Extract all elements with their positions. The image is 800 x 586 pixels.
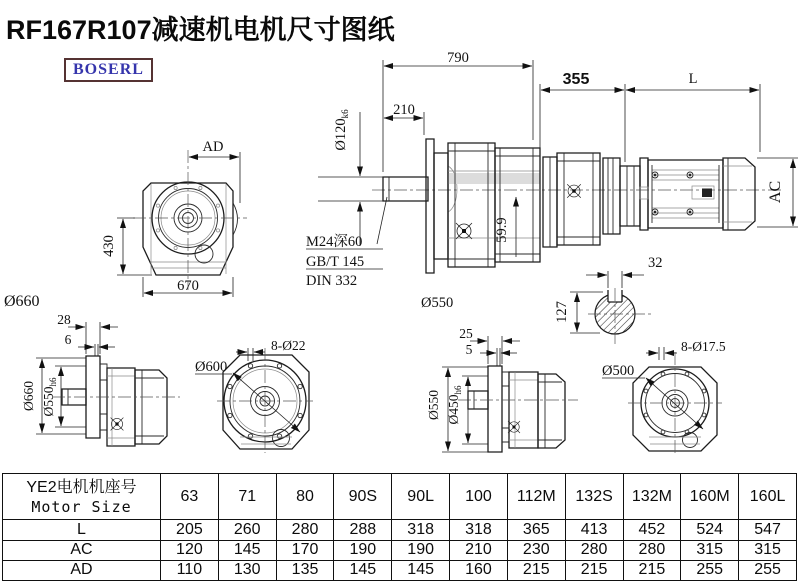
value-cell: 160 <box>450 560 508 580</box>
value-cell: 280 <box>276 520 334 540</box>
callout-tap: M24深60 <box>306 234 363 250</box>
column-header: 90S <box>334 474 392 520</box>
value-cell: 215 <box>507 560 565 580</box>
value-cell: 288 <box>334 520 392 540</box>
motor-size-table <box>2 473 797 581</box>
column-header: 160L <box>739 474 797 520</box>
dim-670: 670 <box>177 278 199 294</box>
dim-od660: Ø660 <box>21 381 36 411</box>
dim-holes-22: 8-Ø22 <box>271 338 306 353</box>
view-flange-front-1 <box>195 338 313 453</box>
value-cell: 280 <box>565 540 623 560</box>
callout-gbt145: GB/T 145 <box>306 254 365 270</box>
value-cell: 210 <box>450 540 508 560</box>
value-cell: 110 <box>161 560 219 580</box>
value-cell: 145 <box>392 560 450 580</box>
dim-ac: AC <box>767 180 784 204</box>
dim-210: 210 <box>393 102 415 118</box>
dim-od550: Ø550 <box>426 390 441 420</box>
row-label: AC <box>3 540 161 560</box>
value-cell: 280 <box>623 540 681 560</box>
value-cell: 145 <box>334 560 392 580</box>
column-header: 112M <box>507 474 565 520</box>
value-cell: 260 <box>218 520 276 540</box>
dim-bc500: Ø500 <box>602 363 635 379</box>
value-cell: 365 <box>507 520 565 540</box>
column-header: 100 <box>450 474 508 520</box>
dim-brake-od: Ø550 <box>421 295 454 311</box>
table-row-AD <box>3 560 797 580</box>
value-cell: 205 <box>161 520 219 540</box>
column-header: 71 <box>218 474 276 520</box>
column-header: 160M <box>681 474 739 520</box>
value-cell: 215 <box>565 560 623 580</box>
value-cell: 190 <box>334 540 392 560</box>
motor-bolts <box>652 172 693 215</box>
value-cell: 318 <box>392 520 450 540</box>
page-title: RF167R107减速机电机尺寸图纸 <box>6 15 395 45</box>
dim-key-127: 127 <box>554 301 570 323</box>
view-shaft-section <box>554 255 663 344</box>
dim-599: 59.9 <box>494 217 510 243</box>
value-cell: 215 <box>623 560 681 580</box>
dim-430: 430 <box>101 235 117 257</box>
motor-size-header-en: Motor Size <box>31 497 132 516</box>
dim-L: L <box>688 71 698 87</box>
view-flange-front-2 <box>602 339 726 455</box>
dim-key-32: 32 <box>648 255 663 271</box>
value-cell: 190 <box>392 540 450 560</box>
value-cell: 452 <box>623 520 681 540</box>
dim-28: 28 <box>57 312 71 327</box>
dim-bc600: Ø600 <box>195 359 228 375</box>
value-cell: 230 <box>507 540 565 560</box>
dim-ad: AD <box>202 139 224 155</box>
callout-din332: DIN 332 <box>306 273 358 289</box>
dim-od660-label: Ø660 <box>4 293 40 310</box>
value-cell: 170 <box>276 540 334 560</box>
value-cell: 145 <box>218 540 276 560</box>
view-flange-side-1 <box>21 312 180 446</box>
dim-6: 6 <box>64 332 72 347</box>
column-header: 63 <box>161 474 219 520</box>
row-label: AD <box>3 560 161 580</box>
value-cell: 524 <box>681 520 739 540</box>
value-cell: 255 <box>739 560 797 580</box>
table-header-row <box>3 474 797 520</box>
value-cell: 135 <box>276 560 334 580</box>
motor-size-header <box>3 474 161 520</box>
dim-spigot-450: $Ø450_{h6}$ <box>446 385 463 425</box>
boserl-logo: BOSERL <box>64 58 153 82</box>
value-cell: 315 <box>739 540 797 560</box>
view-main-assembly <box>306 50 798 311</box>
column-header: 132M <box>623 474 681 520</box>
dim-spigot-550: $Ø550_{h6}$ <box>41 377 58 417</box>
column-header: 132S <box>565 474 623 520</box>
row-label: L <box>3 520 161 540</box>
dim-355: 355 <box>562 71 590 88</box>
dim-790: 790 <box>447 50 469 66</box>
value-cell: 413 <box>565 520 623 540</box>
table-row-L <box>3 520 797 540</box>
dim-25: 25 <box>459 326 473 341</box>
dim-5: 5 <box>465 342 473 357</box>
column-header: 90L <box>392 474 450 520</box>
motor-size-header-cn: YE2电机机座号 <box>26 478 137 496</box>
value-cell: 547 <box>739 520 797 540</box>
view-gearbox-front <box>4 139 247 310</box>
table-row-AC <box>3 540 797 560</box>
value-cell: 255 <box>681 560 739 580</box>
dim-holes-175: 8-Ø17.5 <box>681 339 726 354</box>
technical-drawing <box>0 46 800 473</box>
dim-shaft-dia: $Ø120_{k6}$ <box>333 109 350 151</box>
value-cell: 315 <box>681 540 739 560</box>
column-header: 80 <box>276 474 334 520</box>
value-cell: 130 <box>218 560 276 580</box>
value-cell: 318 <box>450 520 508 540</box>
value-cell: 120 <box>161 540 219 560</box>
view-flange-side-2 <box>426 326 578 452</box>
